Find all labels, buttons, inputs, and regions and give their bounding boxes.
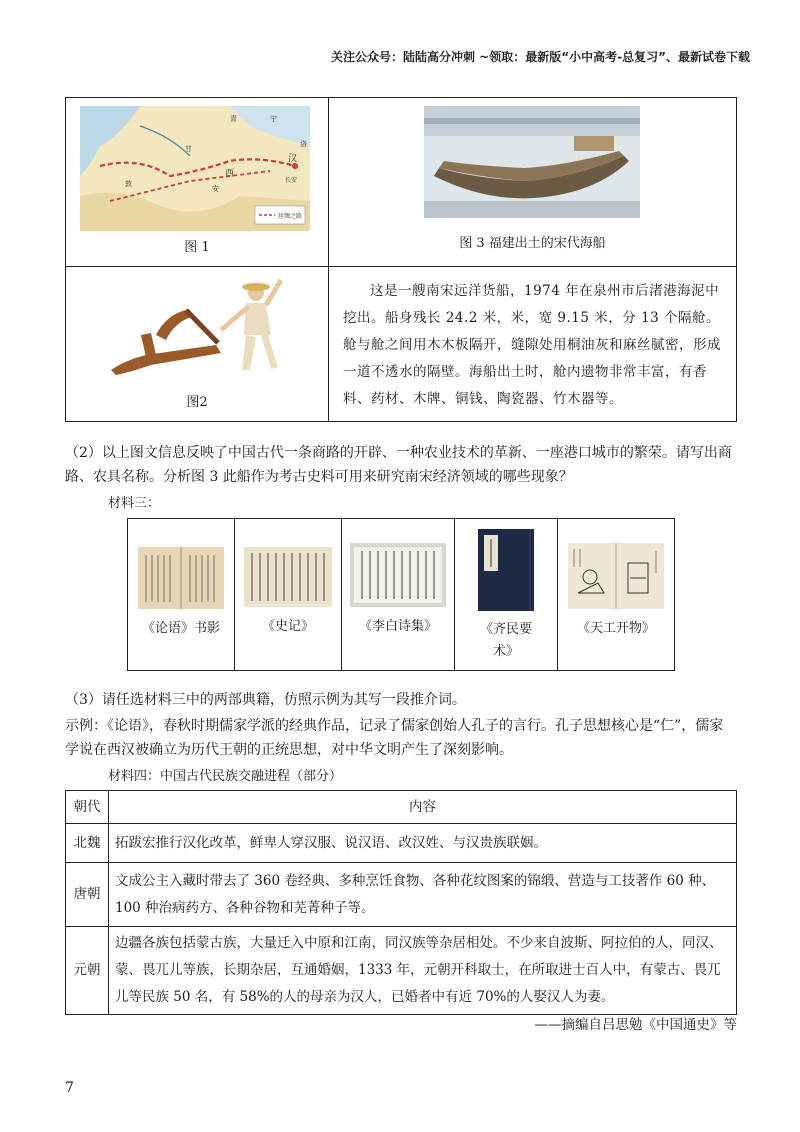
book-title: 《李白诗集》 [358,619,437,634]
figure3-cell [329,98,737,267]
page-number: 7 [65,1080,74,1096]
ethnic-fusion-table [65,790,737,1015]
figure3-caption: 图 3 福建出土的宋代海船 [459,236,606,251]
figure2-caption: 图2 [186,395,208,410]
table-row [66,824,737,863]
content-cell: 边疆各族包括蒙古族，大量迁入中原和江南，同汉族等杂居相处。不少来自波斯、阿拉伯的人，同汉、蒙、畏兀儿等族，长期杂居，互通婚姻，1333 年，元朝开科取士，在所取进士百人中，有蒙古、畏兀儿等民族 50 名，有 58%的人的母亲为汉人，已婚者中有近 70%的人娶汉人为妻。 [109,927,737,1015]
map-label: 青 [230,115,237,123]
dynasty-cell: 唐朝 [66,863,109,927]
book-cell-lunyu [128,519,235,671]
question-2: （2）以上图文信息反映了中国古代一条商路的开辟、一种农业技术的革新、一座港口城市的繁荣。请写出商路、农具名称。分析图 3 此船作为考古史料可用来研究南宋经济领域的哪些现象？ [65,445,732,485]
figure1-cell [66,98,329,267]
source-citation: ——摘编自吕思勉《中国通史》等 [534,1017,737,1033]
figure-table [65,97,737,422]
tiangong-book-image [568,543,664,609]
question-3: （3）请任选材料三中的两部典籍，仿照示例为其写一段推介词。 [65,692,466,708]
map-label: 安 [212,185,219,193]
figure2-cell [66,267,329,422]
table-row [66,863,737,927]
ship-description-cell [329,267,737,422]
ship-description: 这是一艘南宋远洋货船，1974 年在泉州市后渚港海泥中挖出。船身残长 24.2 米，米，宽 9.15 米，分 13 个隔舱。舱与舱之间用木木板隔开，缝隙处用桐油灰和麻丝腻密，形成一道不透水的隔壁。海船出土时，舱内遗物非常丰富，有香料、药材、木牌、铜钱、陶瓷器、竹木器等。 [343,283,721,407]
lunyu-book-image [138,547,224,609]
book-cell-tiangong [558,519,675,671]
map-legend-label: 丝绸之路 [278,213,303,220]
book-cell-shiji [235,519,342,671]
libai-book-image [350,543,446,607]
dynasty-cell: 元朝 [66,927,109,1015]
map-label: 宁 [270,115,277,123]
dynasty-cell: 北魏 [66,824,109,863]
example-text: 示例：《论语》，春秋时期儒家学派的经典作品，记录了儒家创始人孔子的言行。孔子思想核心是“仁”，儒家学说在西汉被确立为历代王朝的正统思想，对中华文明产生了深刻影响。 [65,718,724,758]
book-title: 《齐民要术》 [479,622,532,659]
map-label: 洛 [300,140,307,148]
content-cell: 文成公主入藏时带去了 360 卷经典、多种烹饪食物、各种花纹图案的锦缎、营造与工技著作 60 种、100 种治病药方、各种谷物和芜菁种子等。 [109,863,737,927]
shiji-book-image [244,547,332,607]
book-cell-libai [342,519,455,671]
song-ship-photo [424,106,640,218]
map-label: 甘 [185,145,192,153]
book-title: 《天工开物》 [576,621,655,636]
page-header: 关注公众号：陆陆高分冲刺 ~领取：最新版“小中高考-总复习”、最新试卷下载 [331,50,750,64]
header-dynasty: 朝代 [66,791,109,824]
qiminyaoshu-book-image [478,529,534,611]
map-label: 长安 [285,177,298,184]
map-label: 西 [225,169,235,179]
table-row [66,927,737,1015]
header-content: 内容 [109,791,737,824]
book-title: 《论语》书影 [141,621,220,636]
figure1-caption: 图 1 [184,240,210,255]
material-3-label: 材料三： [108,496,161,511]
books-table [127,518,675,671]
book-cell-qiminyaoshu [455,519,558,671]
content-cell: 拓跋宏推行汉化改革，鲜卑人穿汉服、说汉语、改汉姓、与汉贵族联姻。 [109,824,737,863]
map-label: 汉 [288,154,298,164]
material-4-label: 材料四：中国古代民族交融进程（部分） [108,769,343,784]
plowing-man-image [106,275,306,380]
map-label: 敦 [125,180,132,188]
silk-road-map-image [80,106,310,231]
book-title: 《史记》 [261,619,314,634]
